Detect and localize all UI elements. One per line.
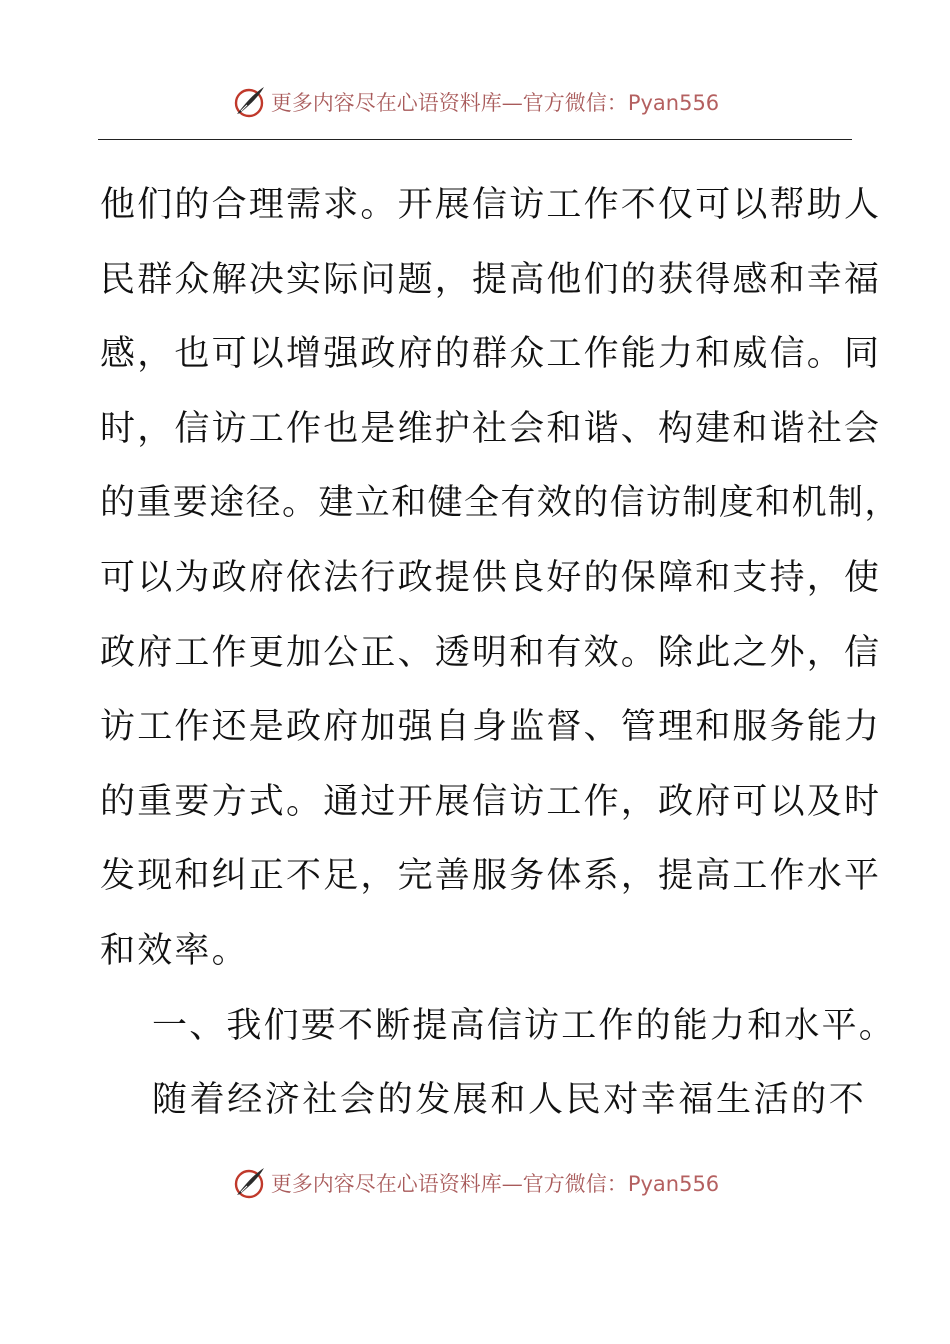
quill-pen-logo-icon xyxy=(231,1165,267,1201)
paragraph-line: 和效率。 xyxy=(100,930,249,971)
watermark-text: 更多内容尽在心语资料库—官方微信：Pyan556 xyxy=(270,91,720,115)
quill-pen-logo-icon xyxy=(231,84,267,120)
paragraph-line: 可以为政府依法行政提供良好的保障和支持，使 xyxy=(100,557,882,598)
paragraph-line: 的重要途径。建立和健全有效的信访制度和机制， xyxy=(100,483,901,524)
paragraph-line: 发现和纠正不足，完善服务体系，提高工作水平 xyxy=(100,856,882,897)
paragraph-line: 的重要方式。通过开展信访工作，政府可以及时 xyxy=(100,781,882,822)
header-watermark xyxy=(0,82,950,122)
paragraph-line: 他们的合理需求。开展信访工作不仅可以帮助人 xyxy=(100,185,882,225)
watermark-text: 更多内容尽在心语资料库—官方微信：Pyan556 xyxy=(270,1172,720,1196)
paragraph-line: 随着经济社会的发展和人民对幸福生活的不 xyxy=(152,1080,867,1121)
paragraph-line: 时，信访工作也是维护社会和谐、构建和谐社会 xyxy=(100,408,882,449)
paragraph-line: 政府工作更加公正、透明和有效。除此之外，信 xyxy=(100,632,882,673)
section-heading: 一、我们要不断提高信访工作的能力和水平。 xyxy=(152,1005,897,1046)
document-body xyxy=(100,168,901,1138)
paragraph-line: 访工作还是政府加强自身监督、管理和服务能力 xyxy=(100,707,882,748)
header-divider xyxy=(98,139,852,140)
paragraph-line: 民群众解决实际问题，提高他们的获得感和幸福 xyxy=(100,259,882,300)
footer-watermark xyxy=(0,1163,950,1203)
paragraph-line: 感，也可以增强政府的群众工作能力和威信。同 xyxy=(100,334,882,375)
